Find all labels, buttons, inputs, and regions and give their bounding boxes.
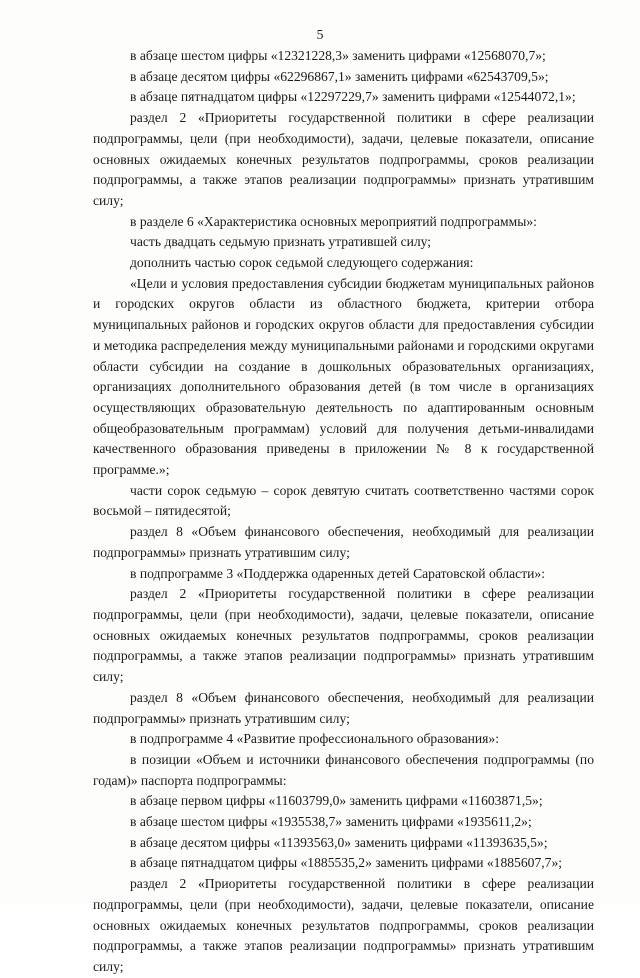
paragraph: раздел 8 «Объем финансового обеспечения, необходимый для реализации подпрограммы» признать утратившим силу; bbox=[93, 689, 594, 726]
paragraph: «Цели и условия предоставления субсидии бюджетам муниципальных районов и городских округов области из областного бюджета, критерии отбора муниципальных районов и городских округов области для предоставления субсидии и методика распределения между муниципальными районами и городскими округами области субсидии на создание в дошкольных образовательных организациях, организациях дополнительного образования детей (в том числе в организациях осуществляющих образовательную деятельность по адаптированным основным общеобразовательным программам) условий для получения детьми-инвалидами качественного образования приведены в приложении № 8 к государственной программе.»; bbox=[93, 275, 594, 478]
paragraph: в подпрограмме 4 «Развитие профессионального образования»: bbox=[130, 731, 500, 747]
paragraph: в абзаце шестом цифры «12321228,3» заменить цифрами «12568070,7»; bbox=[130, 48, 546, 63]
paragraph: раздел 2 «Приоритеты государственной политики в сфере реализации подпрограммы, цели (при необходимости), задачи, целевые показатели, описание основных ожидаемых конечных результатов подпрограммы, сроков реализации подпрограммы, а также этапов реализации подпрограммы» признать утратившим силу; bbox=[93, 876, 594, 974]
paragraph: дополнить частью сорок седьмой следующего содержания: bbox=[130, 255, 474, 271]
paragraph: в разделе 6 «Характеристика основных мероприятий подпрограммы»: bbox=[130, 213, 537, 229]
paragraph: в абзаце пятнадцатом цифры «1885535,2» заменить цифрами «1885607,7»; bbox=[130, 855, 563, 871]
paragraph: в абзаце первом цифры «11603799,0» заменить цифрами «11603871,5»; bbox=[130, 793, 543, 809]
paragraph: в подпрограмме 3 «Поддержка одаренных детей Саратовской области»: bbox=[130, 565, 545, 581]
paragraph: в абзаце десятом цифры «11393563,0» заменить цифрами «11393635,5»; bbox=[130, 834, 548, 850]
paragraph: в позиции «Объем и источники финансового обеспечения подпрограммы (по годам)» паспорта подпрограммы: bbox=[93, 751, 594, 788]
paragraph: в абзаце десятом цифры «62296867,1» заменить цифрами «62543709,5»; bbox=[130, 68, 549, 84]
paragraph: раздел 8 «Объем финансового обеспечения, необходимый для реализации подпрограммы» признать утратившим силу; bbox=[93, 524, 594, 560]
paragraph: части сорок седьмую – сорок девятую считать соответственно частями сорок восьмой – пятидесятой; bbox=[93, 482, 594, 519]
paragraph: раздел 2 «Приоритеты государственной политики в сфере реализации подпрограммы, цели (при необходимости), задачи, целевые показатели, описание основных ожидаемых конечных результатов подпрограммы, сроков реализации подпрограммы, а также этапов реализации подпрограммы» признать утратившим силу; bbox=[93, 586, 594, 685]
paragraph: часть двадцать седьмую признать утратившей силу; bbox=[130, 234, 432, 250]
paragraph: раздел 2 «Приоритеты государственной политики в сфере реализации подпрограммы, цели (при необходимости), задачи, целевые показатели, описание основных ожидаемых конечных результатов подпрограммы, сроков реализации подпрограммы, а также этапов реализации подпрограммы» признать утратившим силу; bbox=[93, 110, 594, 208]
paragraph: в абзаце шестом цифры «1935538,7» заменить цифрами «1935611,2»; bbox=[130, 814, 532, 830]
page-number: 5 bbox=[316, 27, 324, 42]
paragraph: в абзаце пятнадцатом цифры «12297229,7» заменить цифрами «12544072,1»; bbox=[130, 89, 576, 105]
document-body bbox=[93, 46, 594, 978]
